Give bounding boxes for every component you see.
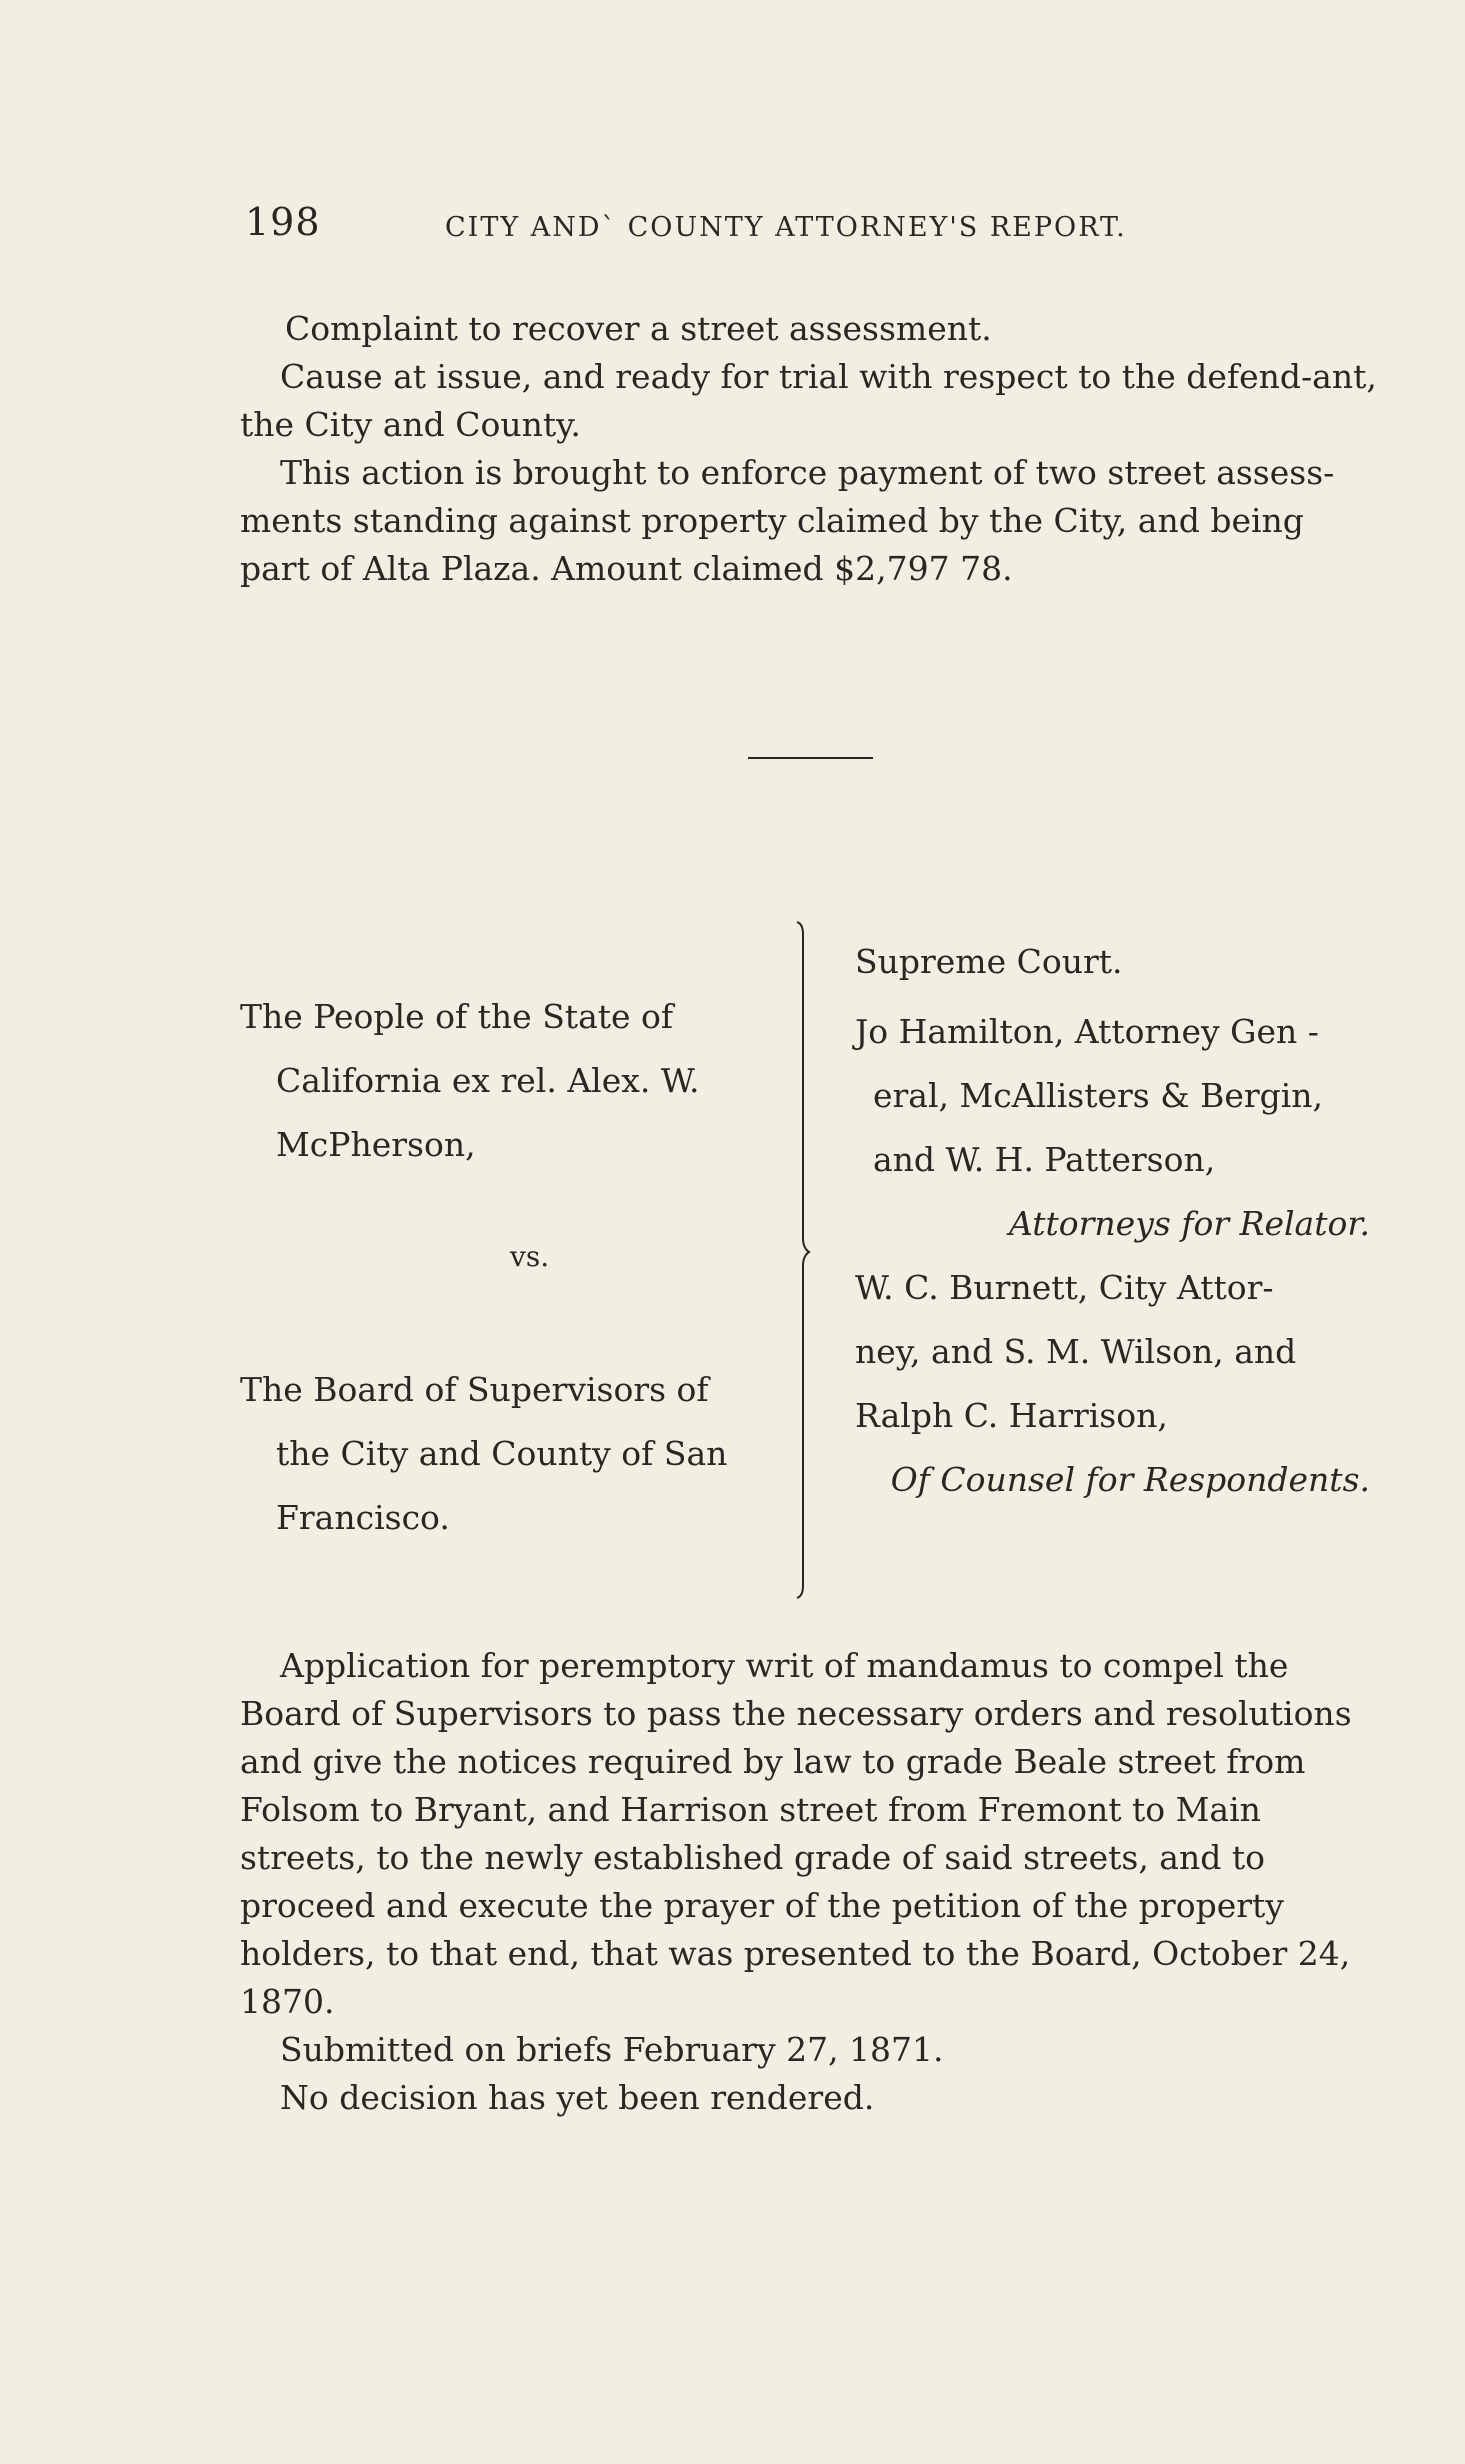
party-b-block [240, 1358, 780, 1550]
decision-line: No decision has yet been rendered. [280, 2078, 875, 2117]
party-a-block [240, 985, 780, 1177]
relator-counsel-line: and W. H. Patterson, [873, 1140, 1216, 1179]
intro-line-cause: Cause at issue, and ready for trial with respect to the defend-ant, the City and County. [240, 357, 1377, 444]
intro-line-action: This action is brought to enforce payment of two street assess-ments standing against property claimed by the City, and being part of Alta Plaza. Amount claimed $2,797 78. [240, 453, 1335, 588]
submitted-line: Submitted on briefs February 27, 1871. [280, 2030, 944, 2069]
court-name: Supreme Court. [855, 942, 1123, 981]
caption-brace [795, 920, 815, 1600]
respondent-role: Of Counsel for Respondents. [890, 1460, 1370, 1499]
respondent-counsel-line: W. C. Burnett, City Attor- [855, 1268, 1274, 1307]
page-number: 198 [245, 200, 321, 244]
relator-role: Attorneys for Relator. [1009, 1204, 1370, 1243]
intro-section [240, 305, 1380, 593]
application-section [240, 1642, 1370, 2122]
party-b-line: Francisco. [276, 1498, 450, 1537]
respondent-counsel-line: ney, and S. M. Wilson, and [855, 1332, 1297, 1371]
relator-counsel-line: Jo Hamilton, Attorney Gen - [855, 1012, 1319, 1051]
relator-counsel-line: eral, McAllisters & Bergin, [873, 1076, 1324, 1115]
section-divider [748, 757, 873, 759]
intro-line-complaint: Complaint to recover a street assessment. [285, 309, 992, 348]
party-b-line: the City and County of San [276, 1434, 728, 1473]
versus-label: vs. [510, 1240, 550, 1273]
party-a-line: California ex rel. Alex. W. [276, 1061, 700, 1100]
party-b-line: The Board of Supervisors of [240, 1370, 709, 1409]
counsel-block [855, 930, 1375, 1512]
application-body: Application for peremptory writ of mandamus to compel the Board of Supervisors to pass the necessary orders and resolutions and give the notices required by law to grade Beale street from Folsom to Bryant, and Harrison street from Fremont to Main streets, to the newly established grade of said streets, and to proceed and execute the prayer of the petition of the property holders, to that end, that was presented to the Board, October 24, 1870. [240, 1646, 1352, 2021]
party-a-line: The People of the State of [240, 997, 674, 1036]
party-a-line: McPherson, [276, 1125, 476, 1164]
running-title: CITY AND` COUNTY ATTORNEY'S REPORT. [445, 212, 1127, 243]
page-header [245, 200, 1185, 260]
respondent-counsel-line: Ralph C. Harrison, [855, 1396, 1168, 1435]
